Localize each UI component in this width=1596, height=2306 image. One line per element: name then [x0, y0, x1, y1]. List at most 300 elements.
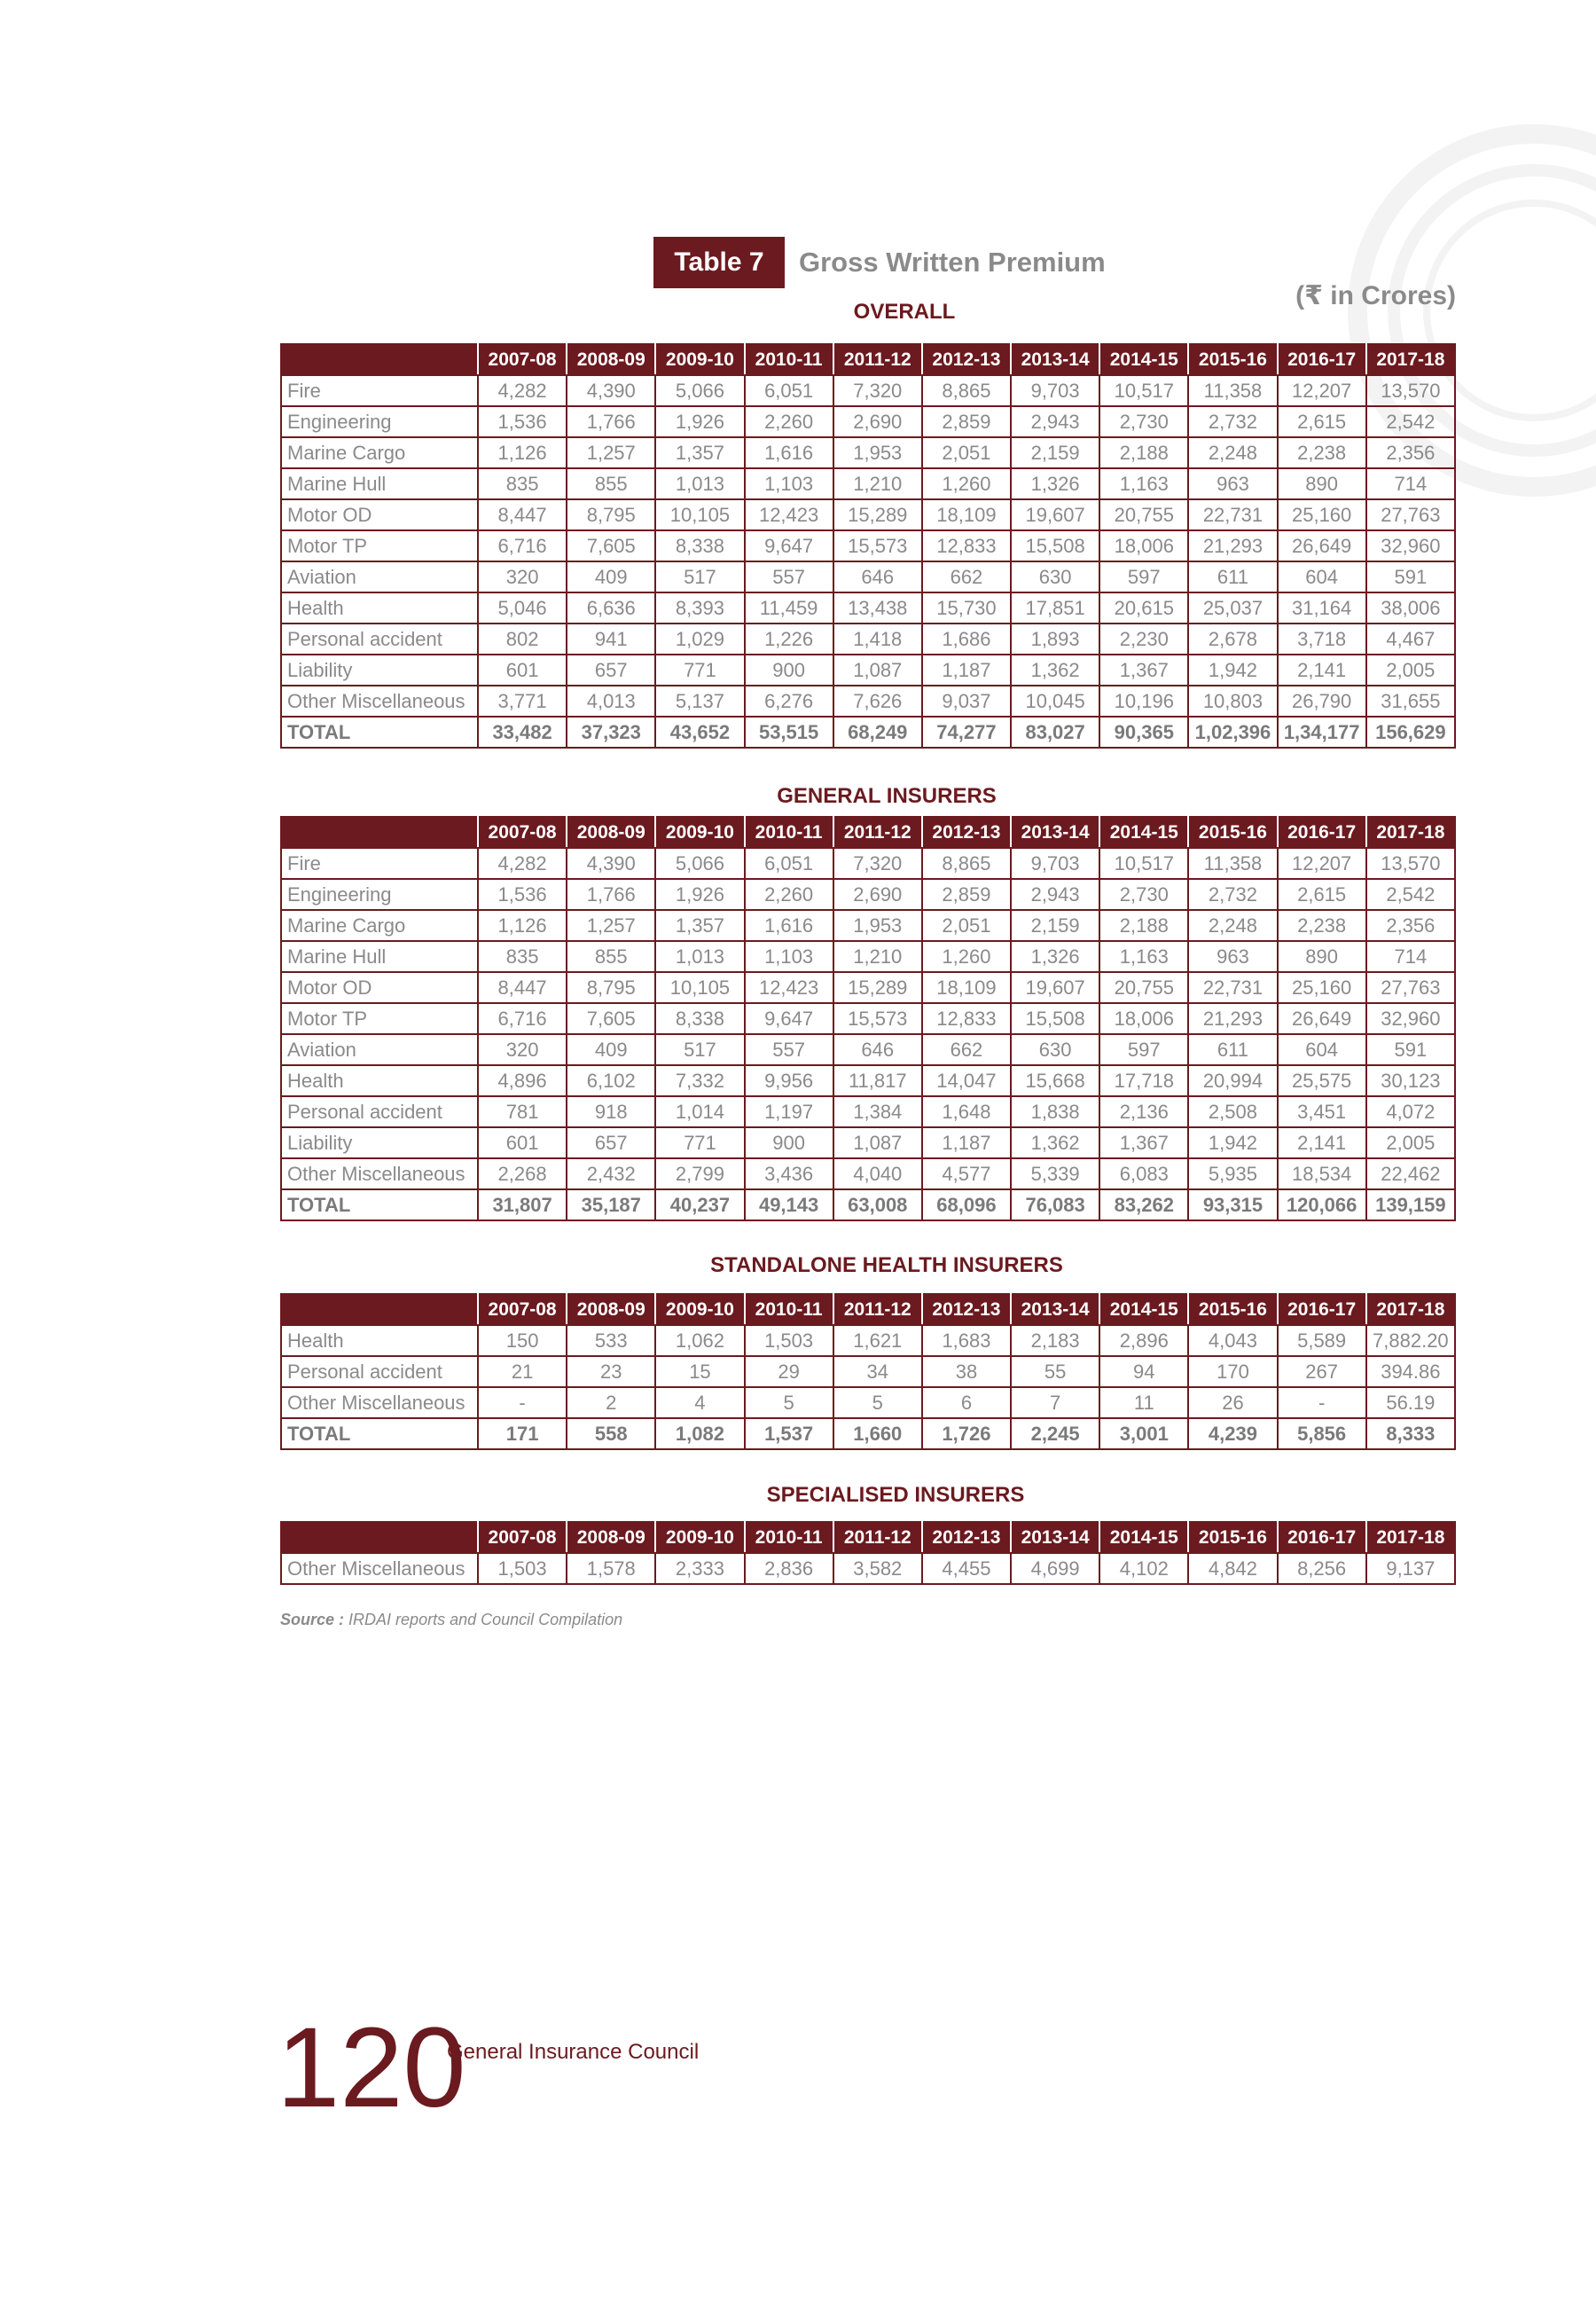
value-cell: 1,163: [1099, 468, 1188, 499]
value-cell: 18,109: [922, 972, 1011, 1003]
value-cell: 5,935: [1188, 1158, 1277, 1189]
year-header: 2009-10: [655, 817, 744, 848]
value-cell: 1,838: [1011, 1096, 1099, 1127]
value-cell: 2,333: [655, 1553, 744, 1584]
value-cell: 2,508: [1188, 1096, 1277, 1127]
value-cell: 55: [1011, 1356, 1099, 1387]
value-cell: 38,006: [1366, 592, 1455, 624]
value-cell: 835: [478, 941, 567, 972]
value-cell: 49,143: [745, 1189, 833, 1220]
value-cell: 1,126: [478, 910, 567, 941]
value-cell: 15,573: [833, 530, 922, 561]
value-cell: 15,573: [833, 1003, 922, 1034]
value-cell: 855: [567, 468, 655, 499]
value-cell: 1,260: [922, 468, 1011, 499]
year-header: 2008-09: [567, 344, 655, 375]
year-header: 2009-10: [655, 1294, 744, 1325]
value-cell: 7: [1011, 1387, 1099, 1418]
row-label: Other Miscellaneous: [281, 1553, 478, 1584]
value-cell: 1,357: [655, 437, 744, 468]
value-cell: 6,051: [745, 848, 833, 879]
value-cell: 1,537: [745, 1418, 833, 1449]
value-cell: 2,690: [833, 879, 922, 910]
table-row: [281, 592, 1455, 624]
table-row: [281, 1065, 1455, 1096]
corner-cell: [281, 1294, 478, 1325]
value-cell: 40,237: [655, 1189, 744, 1220]
year-header: 2015-16: [1188, 1294, 1277, 1325]
value-cell: 662: [922, 1034, 1011, 1065]
value-cell: 2,356: [1366, 910, 1455, 941]
value-cell: 1,087: [833, 1127, 922, 1158]
value-cell: 31,807: [478, 1189, 567, 1220]
year-header: 2017-18: [1366, 1522, 1455, 1553]
value-cell: 5,046: [478, 592, 567, 624]
value-cell: 2,943: [1011, 879, 1099, 910]
value-cell: 1,942: [1188, 655, 1277, 686]
value-cell: 4,455: [922, 1553, 1011, 1584]
value-cell: 170: [1188, 1356, 1277, 1387]
page-number: 120: [277, 2004, 466, 2131]
value-cell: 1,260: [922, 941, 1011, 972]
value-cell: 2,260: [745, 879, 833, 910]
row-label: Personal accident: [281, 1096, 478, 1127]
value-cell: 12,423: [745, 499, 833, 530]
value-cell: 890: [1278, 468, 1366, 499]
value-cell: 2,859: [922, 879, 1011, 910]
value-cell: 2,836: [745, 1553, 833, 1584]
value-cell: 2,615: [1278, 406, 1366, 437]
value-cell: 10,517: [1099, 848, 1188, 879]
value-cell: 604: [1278, 561, 1366, 592]
row-label: Fire: [281, 848, 478, 879]
year-header: 2010-11: [745, 1522, 833, 1553]
value-cell: 2,141: [1278, 1127, 1366, 1158]
value-cell: 2,859: [922, 406, 1011, 437]
value-cell: 53,515: [745, 717, 833, 748]
value-cell: 10,105: [655, 972, 744, 1003]
value-cell: 2,051: [922, 437, 1011, 468]
year-header: 2011-12: [833, 817, 922, 848]
value-cell: 8,795: [567, 499, 655, 530]
specialised-insurers-table: [280, 1521, 1456, 1585]
value-cell: 1,34,177: [1278, 717, 1366, 748]
row-label: Personal accident: [281, 1356, 478, 1387]
value-cell: 8,795: [567, 972, 655, 1003]
row-label: Health: [281, 1325, 478, 1356]
value-cell: 1,013: [655, 941, 744, 972]
value-cell: 1,726: [922, 1418, 1011, 1449]
value-cell: 11,358: [1188, 848, 1277, 879]
value-cell: 2,943: [1011, 406, 1099, 437]
value-cell: 9,137: [1366, 1553, 1455, 1584]
value-cell: 1,616: [745, 437, 833, 468]
value-cell: 7,320: [833, 375, 922, 406]
year-header: 2016-17: [1278, 1294, 1366, 1325]
value-cell: 8,338: [655, 1003, 744, 1034]
table-title: Gross Written Premium: [799, 247, 1106, 278]
value-cell: 2,730: [1099, 406, 1188, 437]
value-cell: 18,534: [1278, 1158, 1366, 1189]
value-cell: 37,323: [567, 717, 655, 748]
year-header: 2011-12: [833, 344, 922, 375]
value-cell: 139,159: [1366, 1189, 1455, 1220]
value-cell: 6,102: [567, 1065, 655, 1096]
value-cell: 1,014: [655, 1096, 744, 1127]
year-header: 2008-09: [567, 1522, 655, 1553]
value-cell: 7,320: [833, 848, 922, 879]
value-cell: 31,655: [1366, 686, 1455, 717]
value-cell: 2,678: [1188, 624, 1277, 655]
year-header: 2014-15: [1099, 344, 1188, 375]
table-row: [281, 910, 1455, 941]
year-header: 2007-08: [478, 344, 567, 375]
value-cell: 18,006: [1099, 530, 1188, 561]
value-cell: 4,040: [833, 1158, 922, 1189]
value-cell: 557: [745, 561, 833, 592]
value-cell: 7,605: [567, 530, 655, 561]
value-cell: 8,256: [1278, 1553, 1366, 1584]
value-cell: 43,652: [655, 717, 744, 748]
value-cell: 1,503: [478, 1553, 567, 1584]
value-cell: 8,333: [1366, 1418, 1455, 1449]
value-cell: 3,718: [1278, 624, 1366, 655]
value-cell: 21,293: [1188, 530, 1277, 561]
value-cell: 2,136: [1099, 1096, 1188, 1127]
value-cell: 646: [833, 561, 922, 592]
value-cell: 267: [1278, 1356, 1366, 1387]
value-cell: 1,953: [833, 437, 922, 468]
value-cell: 4,577: [922, 1158, 1011, 1189]
value-cell: 83,027: [1011, 717, 1099, 748]
value-cell: 2,245: [1011, 1418, 1099, 1449]
value-cell: 1,621: [833, 1325, 922, 1356]
row-label: Marine Hull: [281, 941, 478, 972]
table-row: [281, 1034, 1455, 1065]
section-title-overall: OVERALL: [853, 300, 956, 324]
value-cell: 517: [655, 561, 744, 592]
year-header: 2017-18: [1366, 1294, 1455, 1325]
year-header: 2013-14: [1011, 344, 1099, 375]
value-cell: 1,503: [745, 1325, 833, 1356]
year-header: 2012-13: [922, 1522, 1011, 1553]
value-cell: 26,649: [1278, 530, 1366, 561]
standalone-health-table: [280, 1293, 1456, 1450]
row-label: Motor TP: [281, 530, 478, 561]
table-row: [281, 972, 1455, 1003]
value-cell: 409: [567, 1034, 655, 1065]
value-cell: 2,188: [1099, 437, 1188, 468]
value-cell: 3,436: [745, 1158, 833, 1189]
value-cell: 7,882.20: [1366, 1325, 1455, 1356]
value-cell: 94: [1099, 1356, 1188, 1387]
value-cell: 11: [1099, 1387, 1188, 1418]
table-row: [281, 1127, 1455, 1158]
value-cell: 320: [478, 561, 567, 592]
value-cell: 10,803: [1188, 686, 1277, 717]
value-cell: 963: [1188, 468, 1277, 499]
year-header: 2015-16: [1188, 344, 1277, 375]
value-cell: 2,432: [567, 1158, 655, 1189]
value-cell: 394.86: [1366, 1356, 1455, 1387]
value-cell: 657: [567, 655, 655, 686]
value-cell: 14,047: [922, 1065, 1011, 1096]
value-cell: 6,051: [745, 375, 833, 406]
value-cell: 1,660: [833, 1418, 922, 1449]
corner-cell: [281, 817, 478, 848]
value-cell: 4,282: [478, 375, 567, 406]
value-cell: 4,282: [478, 848, 567, 879]
value-cell: 2,542: [1366, 406, 1455, 437]
value-cell: 1,942: [1188, 1127, 1277, 1158]
row-label: Fire: [281, 375, 478, 406]
value-cell: 3,771: [478, 686, 567, 717]
value-cell: 56.19: [1366, 1387, 1455, 1418]
value-cell: 90,365: [1099, 717, 1188, 748]
value-cell: 25,037: [1188, 592, 1277, 624]
value-cell: 2,188: [1099, 910, 1188, 941]
value-cell: 26: [1188, 1387, 1277, 1418]
row-label: Health: [281, 592, 478, 624]
value-cell: 2,356: [1366, 437, 1455, 468]
table-row: [281, 406, 1455, 437]
value-cell: 1,187: [922, 655, 1011, 686]
value-cell: 10,105: [655, 499, 744, 530]
source-text: IRDAI reports and Council Compilation: [348, 1611, 623, 1628]
value-cell: 1,02,396: [1188, 717, 1277, 748]
value-cell: 10,517: [1099, 375, 1188, 406]
corner-cell: [281, 344, 478, 375]
value-cell: 1,367: [1099, 655, 1188, 686]
value-cell: 1,082: [655, 1418, 744, 1449]
value-cell: 5,339: [1011, 1158, 1099, 1189]
value-cell: 3,451: [1278, 1096, 1366, 1127]
value-cell: 1,326: [1011, 468, 1099, 499]
value-cell: 15,508: [1011, 530, 1099, 561]
value-cell: -: [478, 1387, 567, 1418]
value-cell: 2,732: [1188, 879, 1277, 910]
year-header: 2010-11: [745, 817, 833, 848]
year-header: 2012-13: [922, 817, 1011, 848]
row-label: Marine Hull: [281, 468, 478, 499]
value-cell: 6,276: [745, 686, 833, 717]
year-header: 2011-12: [833, 1522, 922, 1553]
value-cell: 1,126: [478, 437, 567, 468]
value-cell: 1,257: [567, 910, 655, 941]
row-label: Other Miscellaneous: [281, 1158, 478, 1189]
table-row: [281, 686, 1455, 717]
year-header: 2008-09: [567, 817, 655, 848]
unit-label: (₹ in Crores): [1295, 281, 1456, 310]
value-cell: 20,615: [1099, 592, 1188, 624]
value-cell: 15: [655, 1356, 744, 1387]
value-cell: 15,289: [833, 972, 922, 1003]
value-cell: 15,668: [1011, 1065, 1099, 1096]
value-cell: 771: [655, 655, 744, 686]
year-header: 2007-08: [478, 1294, 567, 1325]
value-cell: 1,384: [833, 1096, 922, 1127]
table-row: [281, 1356, 1455, 1387]
value-cell: 10,196: [1099, 686, 1188, 717]
total-row: [281, 1189, 1455, 1220]
value-cell: 9,037: [922, 686, 1011, 717]
value-cell: 2,542: [1366, 879, 1455, 910]
value-cell: 2,260: [745, 406, 833, 437]
value-cell: 5: [745, 1387, 833, 1418]
row-label: Liability: [281, 1127, 478, 1158]
value-cell: 2,141: [1278, 655, 1366, 686]
value-cell: 320: [478, 1034, 567, 1065]
section-title-general-insurers: GENERAL INSURERS: [777, 784, 997, 808]
value-cell: 10,045: [1011, 686, 1099, 717]
value-cell: 20,755: [1099, 972, 1188, 1003]
value-cell: 8,865: [922, 848, 1011, 879]
value-cell: 1,029: [655, 624, 744, 655]
value-cell: 1,536: [478, 879, 567, 910]
table-number-badge: Table 7: [653, 237, 785, 288]
row-label: Other Miscellaneous: [281, 686, 478, 717]
section-title-standalone-health: STANDALONE HEALTH INSURERS: [710, 1253, 1063, 1277]
year-header: 2011-12: [833, 1294, 922, 1325]
value-cell: 74,277: [922, 717, 1011, 748]
value-cell: 7,626: [833, 686, 922, 717]
value-cell: 35,187: [567, 1189, 655, 1220]
value-cell: 29: [745, 1356, 833, 1387]
value-cell: 597: [1099, 561, 1188, 592]
value-cell: 1,683: [922, 1325, 1011, 1356]
value-cell: 2,051: [922, 910, 1011, 941]
year-header: 2016-17: [1278, 817, 1366, 848]
value-cell: 8,865: [922, 375, 1011, 406]
year-header: 2013-14: [1011, 1294, 1099, 1325]
total-row: [281, 1418, 1455, 1449]
value-cell: 855: [567, 941, 655, 972]
value-cell: 963: [1188, 941, 1277, 972]
value-cell: 1,062: [655, 1325, 744, 1356]
row-label: Marine Cargo: [281, 910, 478, 941]
value-cell: 1,103: [745, 941, 833, 972]
source-note: [280, 1611, 622, 1629]
value-cell: 4,072: [1366, 1096, 1455, 1127]
header-row: [281, 1294, 1455, 1325]
year-header: 2009-10: [655, 344, 744, 375]
value-cell: 9,703: [1011, 848, 1099, 879]
table-row: [281, 848, 1455, 879]
table-row: [281, 655, 1455, 686]
value-cell: 38: [922, 1356, 1011, 1387]
value-cell: 1,893: [1011, 624, 1099, 655]
value-cell: 4: [655, 1387, 744, 1418]
value-cell: 20,755: [1099, 499, 1188, 530]
year-header: 2016-17: [1278, 344, 1366, 375]
row-label: TOTAL: [281, 1189, 478, 1220]
row-label: Engineering: [281, 406, 478, 437]
table-row: [281, 375, 1455, 406]
value-cell: 9,647: [745, 530, 833, 561]
row-label: Liability: [281, 655, 478, 686]
value-cell: 591: [1366, 1034, 1455, 1065]
value-cell: 12,207: [1278, 375, 1366, 406]
row-label: Engineering: [281, 879, 478, 910]
year-header: 2016-17: [1278, 1522, 1366, 1553]
value-cell: 5,856: [1278, 1418, 1366, 1449]
value-cell: 900: [745, 655, 833, 686]
value-cell: 4,467: [1366, 624, 1455, 655]
value-cell: 604: [1278, 1034, 1366, 1065]
value-cell: 22,462: [1366, 1158, 1455, 1189]
value-cell: 30,123: [1366, 1065, 1455, 1096]
year-header: 2012-13: [922, 344, 1011, 375]
value-cell: 591: [1366, 561, 1455, 592]
value-cell: 2,615: [1278, 879, 1366, 910]
value-cell: 802: [478, 624, 567, 655]
year-header: 2014-15: [1099, 1522, 1188, 1553]
section-title-specialised: SPECIALISED INSURERS: [766, 1483, 1025, 1507]
value-cell: 9,647: [745, 1003, 833, 1034]
value-cell: 21,293: [1188, 1003, 1277, 1034]
value-cell: 83,262: [1099, 1189, 1188, 1220]
value-cell: 4,013: [567, 686, 655, 717]
row-label: Other Miscellaneous: [281, 1387, 478, 1418]
value-cell: 1,578: [567, 1553, 655, 1584]
value-cell: -: [1278, 1387, 1366, 1418]
value-cell: 4,699: [1011, 1553, 1099, 1584]
value-cell: 17,718: [1099, 1065, 1188, 1096]
value-cell: 1,187: [922, 1127, 1011, 1158]
row-label: Motor TP: [281, 1003, 478, 1034]
value-cell: 611: [1188, 1034, 1277, 1065]
table-header: [653, 237, 1106, 288]
value-cell: 11,459: [745, 592, 833, 624]
table-row: [281, 941, 1455, 972]
value-cell: 5,589: [1278, 1325, 1366, 1356]
value-cell: 13,438: [833, 592, 922, 624]
publication-name: General Insurance Council: [447, 2040, 700, 2064]
value-cell: 1,197: [745, 1096, 833, 1127]
value-cell: 23: [567, 1356, 655, 1387]
value-cell: 2,248: [1188, 910, 1277, 941]
table-row: [281, 1096, 1455, 1127]
value-cell: 33,482: [478, 717, 567, 748]
value-cell: 7,332: [655, 1065, 744, 1096]
row-label: TOTAL: [281, 1418, 478, 1449]
value-cell: 18,109: [922, 499, 1011, 530]
value-cell: 4,102: [1099, 1553, 1188, 1584]
value-cell: 1,766: [567, 406, 655, 437]
value-cell: 21: [478, 1356, 567, 1387]
value-cell: 1,926: [655, 879, 744, 910]
value-cell: 657: [567, 1127, 655, 1158]
table-row: [281, 468, 1455, 499]
header-row: [281, 1522, 1455, 1553]
table-row: [281, 1387, 1455, 1418]
row-label: Aviation: [281, 561, 478, 592]
value-cell: 26,790: [1278, 686, 1366, 717]
value-cell: 150: [478, 1325, 567, 1356]
value-cell: 1,103: [745, 468, 833, 499]
value-cell: 630: [1011, 1034, 1099, 1065]
value-cell: 1,766: [567, 879, 655, 910]
value-cell: 4,390: [567, 848, 655, 879]
value-cell: 2,183: [1011, 1325, 1099, 1356]
table-row: [281, 1158, 1455, 1189]
value-cell: 22,731: [1188, 972, 1277, 1003]
year-header: 2010-11: [745, 1294, 833, 1325]
table-row: [281, 499, 1455, 530]
value-cell: 941: [567, 624, 655, 655]
value-cell: 31,164: [1278, 592, 1366, 624]
value-cell: 1,362: [1011, 1127, 1099, 1158]
